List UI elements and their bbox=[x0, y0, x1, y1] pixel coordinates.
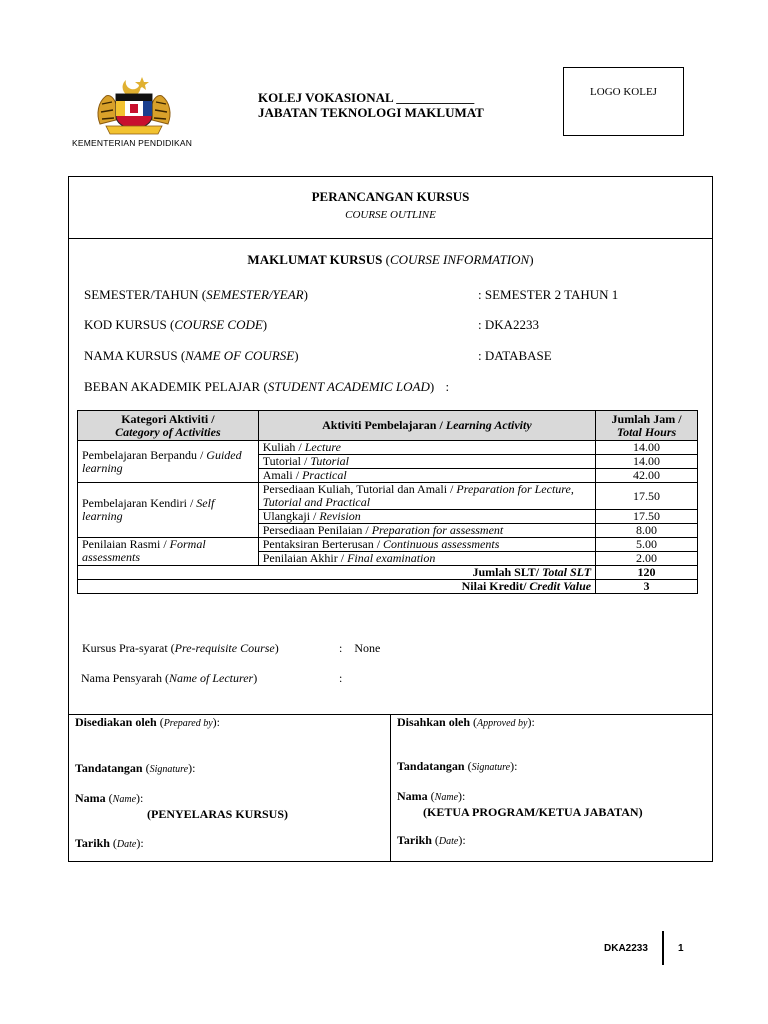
activity-cell: Tutorial / Tutorial bbox=[258, 455, 595, 469]
credit-value-label: Nilai Kredit/ Credit Value bbox=[78, 580, 596, 594]
info-label-course-name: NAMA KURSUS (NAME OF COURSE) bbox=[84, 348, 299, 363]
approved-by-heading: Disahkan oleh (Approved by): bbox=[397, 715, 535, 729]
hours-cell: 17.50 bbox=[596, 510, 698, 524]
hours-cell: 17.50 bbox=[596, 483, 698, 510]
activity-cell: Kuliah / Lecture bbox=[258, 441, 595, 455]
approved-name-label: Nama (Name): bbox=[397, 789, 466, 803]
footer-divider bbox=[662, 931, 664, 965]
activity-cell: Persediaan Kuliah, Tutorial dan Amali / Preparation for Lecture, Tutorial and Practical bbox=[258, 483, 595, 510]
prepared-role: (PENYELARAS KURSUS) bbox=[147, 807, 289, 821]
course-info-title-en: COURSE INFORMATION bbox=[389, 252, 530, 267]
total-slt-row bbox=[78, 566, 698, 580]
category-cell-formal: Penilaian Rasmi / Formal assessments bbox=[78, 538, 259, 566]
header-hours: Jumlah Jam / Total Hours bbox=[596, 411, 698, 441]
lecturer-value: : bbox=[339, 671, 343, 685]
prepared-date-label: Tarikh (Date): bbox=[75, 836, 144, 850]
approved-date-label: Tarikh (Date): bbox=[397, 833, 466, 847]
prereq-value: : None bbox=[339, 641, 381, 655]
header-category: Kategori Aktiviti / Category of Activities bbox=[78, 411, 259, 441]
frame-divider-top bbox=[68, 238, 713, 239]
department-name: JABATAN TEKNOLOGI MAKLUMAT bbox=[258, 105, 484, 120]
hours-cell: 14.00 bbox=[596, 441, 698, 455]
footer-page-number: 1 bbox=[678, 943, 684, 954]
hours-cell: 8.00 bbox=[596, 524, 698, 538]
hours-cell: 14.00 bbox=[596, 455, 698, 469]
activity-cell: Pentaksiran Berterusan / Continuous assessments bbox=[258, 538, 595, 552]
activity-cell: Persediaan Penilaian / Preparation for assessment bbox=[258, 524, 595, 538]
course-info-title: MAKLUMAT KURSUS (COURSE INFORMATION) bbox=[247, 252, 534, 267]
credit-value-row bbox=[78, 580, 698, 594]
ministry-caption: KEMENTERIAN PENDIDIKAN bbox=[72, 138, 193, 148]
lecturer-label: Nama Pensyarah (Name of Lecturer) bbox=[81, 671, 258, 685]
signoff-column-divider bbox=[390, 714, 391, 862]
info-label-academic-load: BEBAN AKADEMIK PELAJAR (STUDENT ACADEMIC LOAD) : bbox=[84, 379, 450, 394]
header-activity: Aktiviti Pembelajaran / Learning Activity bbox=[258, 411, 595, 441]
coat-of-arms-emblem bbox=[92, 74, 176, 136]
outline-subtitle: COURSE OUTLINE bbox=[345, 209, 436, 221]
prepared-signature-label: Tandatangan (Signature): bbox=[75, 761, 196, 775]
activity-cell: Penilaian Akhir / Final examination bbox=[258, 552, 595, 566]
total-slt-value: 120 bbox=[596, 566, 698, 580]
prepared-name-label: Nama (Name): bbox=[75, 791, 144, 805]
hours-cell: 5.00 bbox=[596, 538, 698, 552]
outline-title: PERANCANGAN KURSUS bbox=[311, 189, 470, 204]
table-row bbox=[78, 441, 698, 455]
activity-cell: Ulangkaji / Revision bbox=[258, 510, 595, 524]
approved-signature-label: Tandatangan (Signature): bbox=[397, 759, 518, 773]
info-label-course-code: KOD KURSUS (COURSE CODE) bbox=[84, 317, 268, 332]
info-value-semester: : SEMESTER 2 TAHUN 1 bbox=[478, 287, 619, 302]
approved-role: (KETUA PROGRAM/KETUA JABATAN) bbox=[423, 805, 643, 819]
course-info-title-ms: MAKLUMAT KURSUS bbox=[247, 252, 383, 267]
prereq-label: Kursus Pra-syarat (Pre-requisite Course) bbox=[82, 641, 279, 655]
category-cell-self: Pembelajaran Kendiri / Self learning bbox=[78, 483, 259, 538]
credit-value: 3 bbox=[596, 580, 698, 594]
college-heading bbox=[258, 90, 484, 120]
table-row bbox=[78, 538, 698, 552]
prepared-by-heading: Disediakan oleh (Prepared by): bbox=[75, 715, 220, 729]
hours-cell: 42.00 bbox=[596, 469, 698, 483]
total-slt-label: Jumlah SLT/ Total SLT bbox=[78, 566, 596, 580]
info-value-course-name: : DATABASE bbox=[478, 348, 552, 363]
student-learning-time-table bbox=[77, 410, 698, 594]
college-name: KOLEJ VOKASIONAL ____________ bbox=[258, 90, 475, 105]
table-header-row bbox=[78, 411, 698, 441]
table-row bbox=[78, 483, 698, 510]
activity-cell: Amali / Practical bbox=[258, 469, 595, 483]
college-logo-placeholder: LOGO KOLEJ bbox=[563, 67, 684, 136]
category-cell-guided: Pembelajaran Berpandu / Guided learning bbox=[78, 441, 259, 483]
hours-cell: 2.00 bbox=[596, 552, 698, 566]
info-label-semester: SEMESTER/TAHUN (SEMESTER/YEAR) bbox=[84, 287, 308, 302]
footer-course-code: DKA2233 bbox=[604, 943, 648, 954]
info-value-course-code: : DKA2233 bbox=[478, 317, 540, 332]
